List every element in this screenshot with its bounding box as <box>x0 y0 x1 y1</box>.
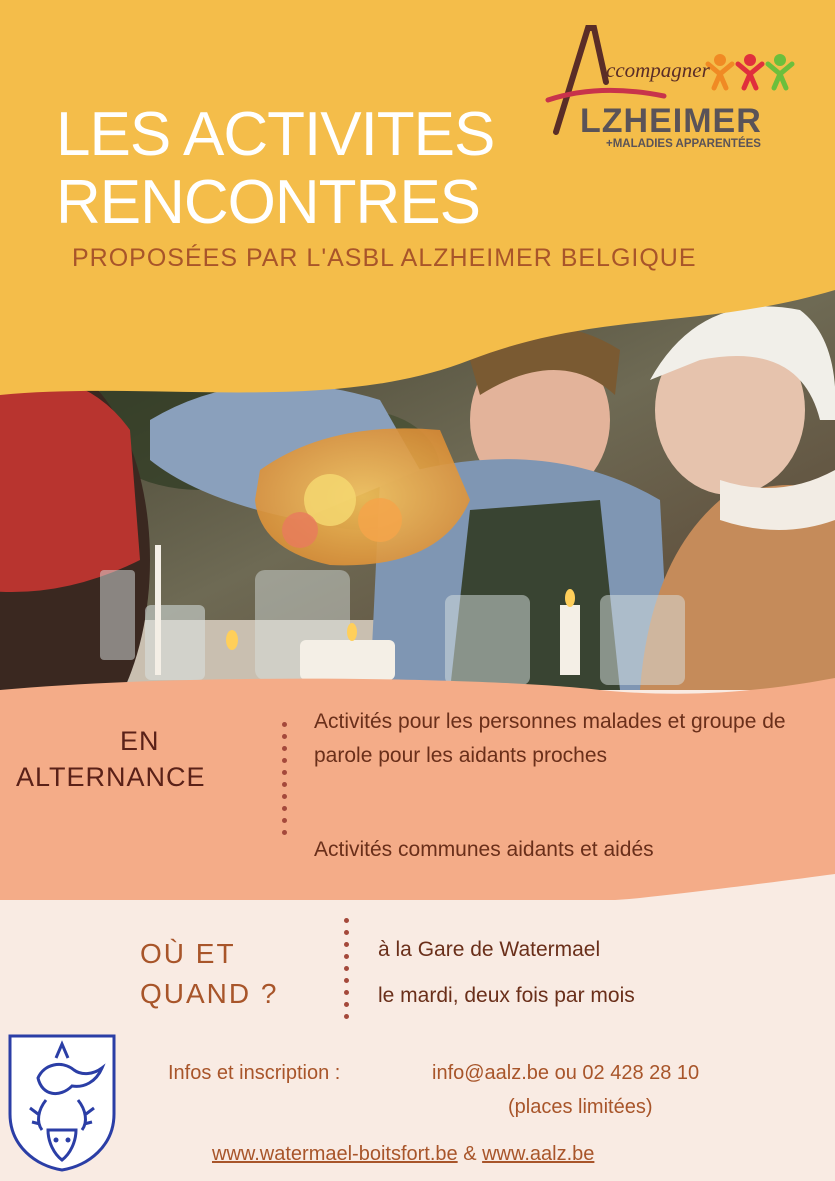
link-watermael-boitsfort[interactable]: www.watermael-boitsfort.be <box>212 1143 458 1165</box>
where-when-label-line-2: QUAND ? <box>140 978 279 1009</box>
subtitle: PROPOSÉES PAR L'ASBL ALZHEIMER BELGIQUE <box>72 244 697 272</box>
logo-accompagner-text: ccompagner <box>606 58 710 82</box>
watermael-boitsfort-crest-icon <box>8 1034 116 1172</box>
alternance-label-line-2: ALTERNANCE <box>16 762 206 792</box>
title-line-1: LES ACTIVITES <box>56 100 495 169</box>
title-line-2: RENCONTRES <box>56 168 481 237</box>
logo-alzheimer-text: LZHEIMER <box>580 102 762 140</box>
website-links <box>212 1143 594 1166</box>
people-figures-icon <box>708 54 792 88</box>
place-text: à la Gare de Watermael <box>378 938 601 961</box>
contact-email-phone[interactable]: info@aalz.be ou 02 428 28 10 <box>432 1062 700 1084</box>
activity-communes-text: Activités communes aidants et aidés <box>314 838 654 861</box>
infos-label: Infos et inscription : <box>168 1062 341 1084</box>
schedule-text: le mardi, deux fois par mois <box>378 984 635 1007</box>
activity-malades-text: Activités pour les personnes malades et groupe de parole pour les aidants proches <box>314 710 786 767</box>
dotted-divider-2 <box>344 918 349 1026</box>
dotted-divider <box>282 722 287 842</box>
link-aalz[interactable]: www.aalz.be <box>482 1143 595 1165</box>
alternance-label-line-1: EN <box>120 726 160 756</box>
link-separator: & <box>457 1143 483 1165</box>
logo-maladies-text: +MALADIES APPARENTÉES <box>606 138 761 150</box>
where-when-label-line-1: OÙ ET <box>140 938 236 969</box>
places-limitees-note: (places limitées) <box>508 1096 653 1118</box>
